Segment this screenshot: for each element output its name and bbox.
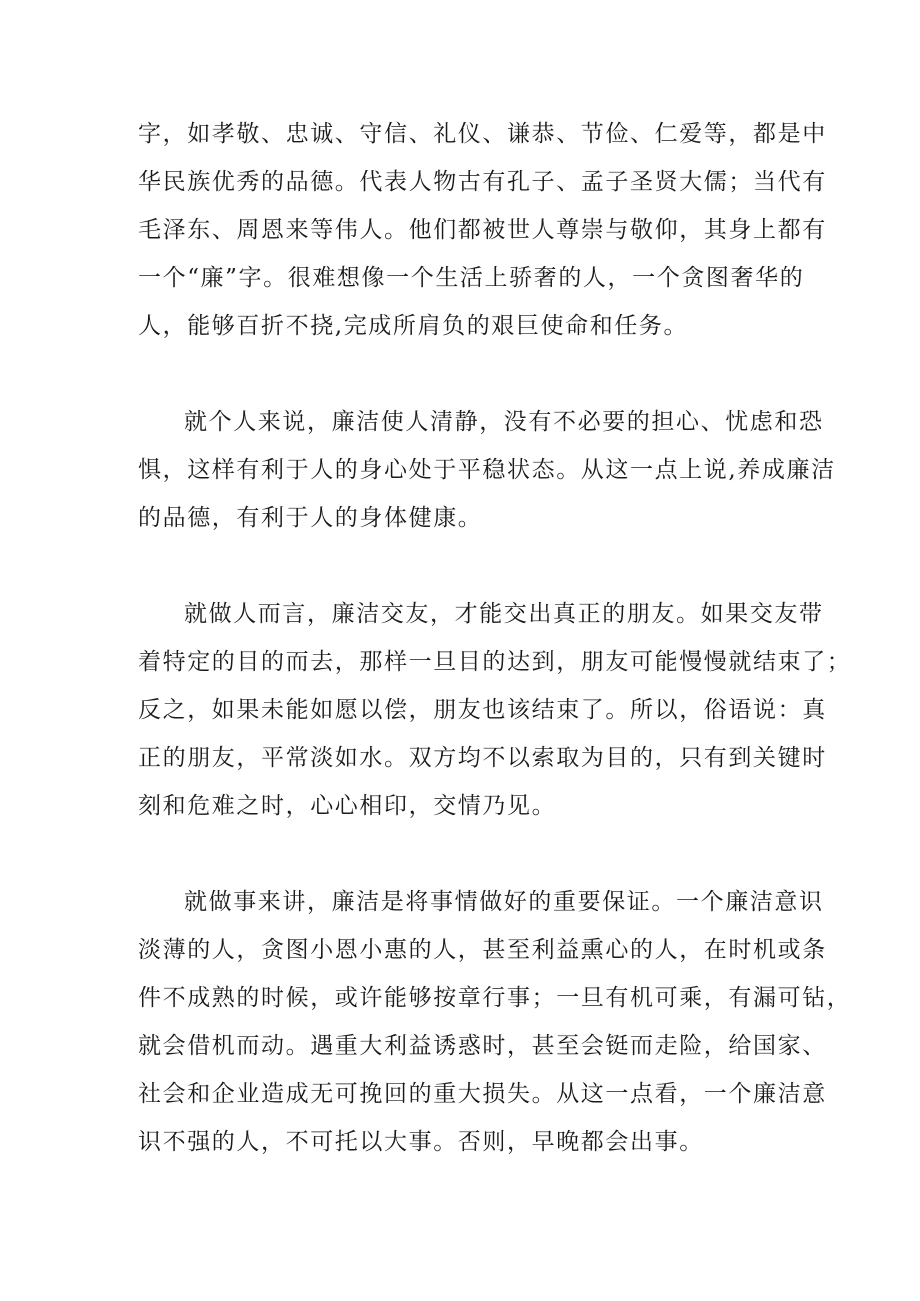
paragraph-3	[138, 590, 852, 830]
paragraph-line: 一个“廉”字。很难想像一个生活上骄奢的人，一个贪图奢华的	[138, 265, 805, 291]
paragraph-line: 着特定的目的而去，那样一旦目的达到，朋友可能慢慢就结束了；	[138, 649, 852, 675]
paragraph-line: 正的朋友，平常淡如水。双方均不以索取为目的，只有到关键时	[138, 745, 827, 771]
paragraph-line: 字，如孝敬、忠诚、守信、礼仪、谦恭、节俭、仁爱等，都是中	[138, 121, 827, 147]
paragraph-line: 识不强的人，不可托以大事。否则，早晚都会出事。	[138, 1129, 704, 1155]
paragraph-line: 件不成熟的时候，或许能够按章行事；一旦有机可乘，有漏可钻，	[138, 985, 852, 1011]
paragraph-line: 就个人来说，廉洁使人清静，没有不必要的担心、忧虑和恐	[184, 409, 824, 435]
paragraph-line: 就做事来讲，廉洁是将事情做好的重要保证。一个廉洁意识	[184, 889, 824, 915]
paragraph-4	[138, 878, 852, 1166]
paragraph-line: 就做人而言，廉洁交友，才能交出真正的朋友。如果交友带	[184, 601, 824, 627]
paragraph-line: 淡薄的人，贪图小恩小惠的人，甚至利益熏心的人，在时机或条	[138, 937, 827, 963]
paragraph-line: 刻和危难之时，心心相印，交情乃见。	[138, 793, 557, 819]
paragraph-line: 华民族优秀的品德。代表人物古有孔子、孟子圣贤大儒；当代有	[138, 169, 827, 195]
paragraph-line: 就会借机而动。遇重大利益诱惑时，甚至会铤而走险，给国家、	[138, 1033, 827, 1059]
paragraph-2	[138, 398, 836, 542]
paragraph-1	[138, 110, 827, 350]
paragraph-line: 社会和企业造成无可挽回的重大损失。从这一点看，一个廉洁意	[138, 1081, 827, 1107]
paragraph-line: 反之，如果未能如愿以偿，朋友也该结束了。所以，俗语说：真	[138, 697, 827, 723]
paragraph-line: 惧，这样有利于人的身心处于平稳状态。从这一点上说,养成廉洁	[138, 457, 836, 483]
paragraph-line: 毛泽东、周恩来等伟人。他们都被世人尊崇与敬仰，其身上都有	[138, 217, 827, 243]
paragraph-line: 的品德，有利于人的身体健康。	[138, 505, 483, 531]
paragraph-line: 人，能够百折不挠,完成所肩负的艰巨使命和任务。	[138, 313, 689, 339]
